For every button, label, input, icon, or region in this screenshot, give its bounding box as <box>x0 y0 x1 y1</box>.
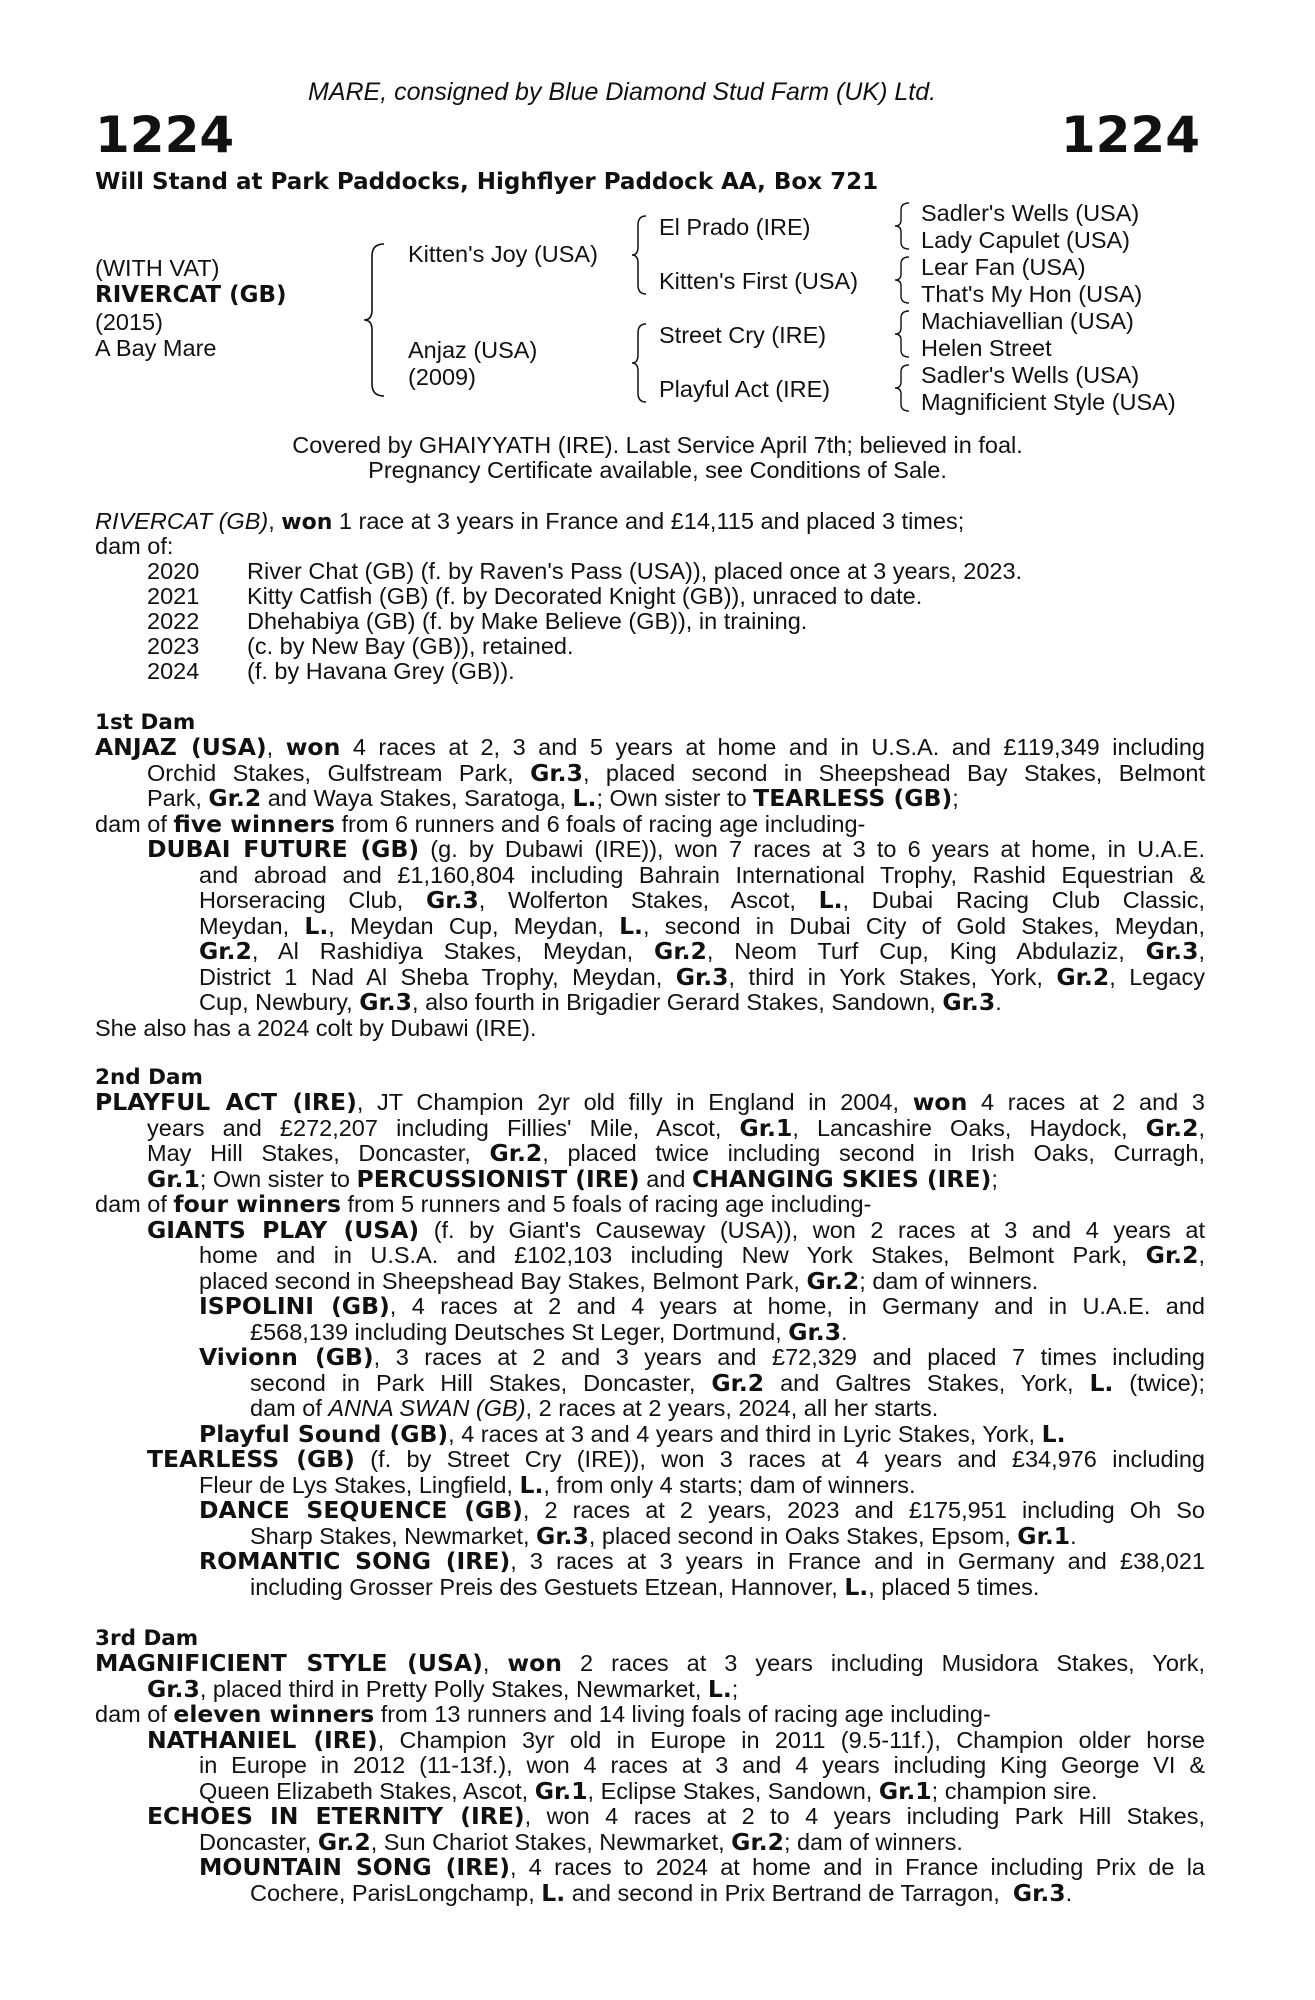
pedigree-dam-year: (2009) <box>408 364 476 390</box>
pedigree-brace-d <box>893 363 915 413</box>
dam-of-label: dam of: <box>95 533 174 559</box>
foal-year: 2021 <box>147 583 200 609</box>
foal-year: 2022 <box>147 608 200 634</box>
summary-won: won <box>281 510 333 535</box>
pedigree-sire: Kitten's Joy (USA) <box>408 241 598 267</box>
foal-row <box>147 609 807 635</box>
pedigree-brace-a <box>893 201 915 251</box>
pedigree-gen4-3: Lear Fan (USA) <box>921 254 1086 280</box>
pedigree-brace-c <box>893 309 915 359</box>
lot-number-left: 1224 <box>95 106 235 164</box>
pedigree-dam: Anjaz (USA) <box>408 337 538 363</box>
second-dam-section: PLAYFUL ACT (IRE), JT Champion 2yr old filly in England in 2004, won 4 races at 2 and 3 years and £272,207 including Fillies' Mile, Ascot, Gr.1, Lancashire Oaks, Haydock, Gr.2, May Hill Stakes, Doncaster, Gr.2, placed twice including second in Irish Oaks, Curragh, Gr.1; Own sister to PERCUSSIONIST (IRE) and CHANGING SKIES (IRE); dam of four winners from 5 runners and 5 foals of racing age including- GIANTS PLAY (USA) (f. by Giant's Causeway (USA)), won 2 races at 3 and 4 years at home and in U.S.A. and £102,103 including New York Stakes, Belmont Park, Gr.2, placed second in Sheepshead Bay Stakes, Belmont Park, Gr.2; dam of winners. ISPOLINI (GB), 4 races at 2 and 4 years at home, in Germany and in U.A.E. and £568,139 including Deutsches St Leger, Dortmund, Gr.3. Vivionn (GB), 3 races at 2 and 3 years and £72,329 and placed 7 times including second in Park Hill Stakes, Doncaster, Gr.2 and Galtres Stakes, York, L. (twice); dam of ANNA SWAN (GB), 2 races at 2 years, 2024, all her starts. Playful Sound (GB), 4 races at 3 and 4 years and third in Lyric Stakes, York, L. TEARLESS (GB) (f. by Street Cry (IRE)), won 3 races at 4 years and £34,976 including Fleur de Lys Stakes, Lingfield, L., from only 4 starts; dam of winners. DANCE SEQUENCE (GB), 2 races at 2 years, 2023 and £175,951 including Oh So Sharp Stakes, Newmarket, Gr.3, placed second in Oaks Stakes, Epsom, Gr.1. ROMANTIC SONG (IRE), 3 races at 3 years in France and in Germany and £38,021 including Grosser Preis des Gestuets Etzean, Hannover, L., placed 5 times. <box>95 1088 1205 1601</box>
lot-number-right: 1224 <box>1060 106 1200 164</box>
pedigree-brace-b <box>893 255 915 305</box>
foal-row <box>147 584 922 610</box>
foal-text: River Chat (GB) (f. by Raven's Pass (USA)), placed once at 3 years, 2023. <box>247 558 1023 584</box>
pedigree-gen4-7: Sadler's Wells (USA) <box>921 362 1140 388</box>
vat-label: (WITH VAT) <box>95 255 220 281</box>
first-dam-paragraph: ANJAZ (USA), won 4 races at 2, 3 and 5 years at home and in U.S.A. and £119,349 including <box>95 733 1206 761</box>
pedigree-gen3-4: Playful Act (IRE) <box>659 376 831 402</box>
pedigree-dam-brace <box>630 321 652 405</box>
third-dam-heading: 3rd Dam <box>95 1626 199 1651</box>
third-dam-section: MAGNIFICIENT STYLE (USA), won 2 races at 3 years including Musidora Stakes, York, Gr.3, placed third in Pretty Polly Stakes, Newmarket, L.; dam of eleven winners from 13 runners and 14 living foals of racing age including- NATHANIEL (IRE), Champion 3yr old in Europe in 2011 (9.5-11f.), Champion older horse in Europe in 2012 (11-13f.), won 4 races at 3 and 4 years including King George VI & Queen Elizabeth Stakes, Ascot, Gr.1, Eclipse Stakes, Sandown, Gr.1; champion sire. ECHOES IN ETERNITY (IRE), won 4 races at 2 to 4 years including Park Hill Stakes, Doncaster, Gr.2, Sun Chariot Stakes, Newmarket, Gr.2; dam of winners. MOUNTAIN SONG (IRE), 4 races to 2024 at home and in France including Prix de la Cochere, ParisLongchamp, L. and second in Prix Bertrand de Tarragon, Gr.3. <box>95 1649 1205 1907</box>
pedigree-main-brace <box>362 240 392 400</box>
foal-row <box>147 634 574 660</box>
foal-year: 2024 <box>147 658 200 684</box>
first-dam-heading: 1st Dam <box>95 710 196 735</box>
first-dam-section: ANJAZ (USA), won 4 races at 2, 3 and 5 years at home and in U.S.A. and £119,349 including Orchid Stakes, Gulfstream Park, Gr.3, placed second in Sheepshead Bay Stakes, Belmont Park, Gr.2 and Waya Stakes, Saratoga, L.; Own sister to TEARLESS (GB); dam of five winners from 6 runners and 6 foals of racing age including- DUBAI FUTURE (GB) (g. by Dubawi (IRE)), won 7 races at 3 to 6 years at home, in U.A.E. and abroad and £1,160,804 including Bahrain International Trophy, Rashid Equestrian & Horseracing Club, Gr.3, Wolferton Stakes, Ascot, L., Dubai Racing Club Classic, Meydan, L., Meydan Cup, Meydan, L., second in Dubai City of Gold Stakes, Meydan, Gr.2, Al Rashidiya Stakes, Meydan, Gr.2, Neom Turf Cup, King Abdulaziz, Gr.3, District 1 Nad Al Sheba Trophy, Meydan, Gr.3, third in York Stakes, York, Gr.2, Legacy Cup, Newbury, Gr.3, also fourth in Brigadier Gerard Stakes, Sandown, Gr.3. She also has a 2024 colt by Dubawi (IRE). <box>95 733 1206 1041</box>
pedigree-gen4-2: Lady Capulet (USA) <box>921 227 1130 253</box>
pedigree-gen3-3: Street Cry (IRE) <box>659 322 827 348</box>
pedigree-sire-brace <box>630 213 652 297</box>
foal-row <box>147 659 515 685</box>
covered-line: Covered by GHAIYYATH (IRE). Last Service April 7th; believed in foal. <box>292 432 1023 458</box>
horse-year: (2015) <box>95 309 163 335</box>
second-dam-heading: 2nd Dam <box>95 1065 203 1090</box>
foal-year: 2023 <box>147 633 200 659</box>
foal-text: (c. by New Bay (GB)), retained. <box>247 633 574 659</box>
pedigree-gen3-1: El Prado (IRE) <box>659 214 811 240</box>
pedigree-gen4-8: Magnificient Style (USA) <box>921 389 1176 415</box>
pedigree-gen4-1: Sadler's Wells (USA) <box>921 200 1140 226</box>
summary-horse-name: RIVERCAT (GB) <box>95 508 269 534</box>
foal-text: Dhehabiya (GB) (f. by Make Believe (GB)), in training. <box>247 608 808 634</box>
pedigree-gen4-4: That's My Hon (USA) <box>921 281 1143 307</box>
horse-description: A Bay Mare <box>95 335 217 361</box>
foal-text: Kitty Catfish (GB) (f. by Decorated Knight (GB)), unraced to date. <box>247 583 923 609</box>
horse-name: RIVERCAT (GB) <box>95 282 287 308</box>
foal-text: (f. by Havana Grey (GB)). <box>247 658 515 684</box>
pedigree-gen4-5: Machiavellian (USA) <box>921 308 1134 334</box>
foal-year: 2020 <box>147 558 200 584</box>
pedigree-gen4-6: Helen Street <box>921 335 1052 361</box>
consignment-line: MARE, consigned by Blue Diamond Stud Farm (UK) Ltd. <box>308 78 937 106</box>
standing-location: Will Stand at Park Paddocks, Highflyer Paddock AA, Box 721 <box>95 169 879 195</box>
summary-line: RIVERCAT (GB), won 1 race at 3 years in France and £14,115 and placed 3 times; <box>95 508 965 535</box>
foal-row <box>147 559 1022 585</box>
summary-text: 1 race at 3 years in France and £14,115 and placed 3 times; <box>332 508 965 534</box>
pedigree-gen3-2: Kitten's First (USA) <box>659 268 859 294</box>
dubai-future-entry: DUBAI FUTURE (GB) (g. by Dubawi (IRE)), won 7 races at 3 to 6 years at home, in U.A.E. <box>147 835 1205 863</box>
pregnancy-line: Pregnancy Certificate available, see Conditions of Sale. <box>368 457 947 483</box>
